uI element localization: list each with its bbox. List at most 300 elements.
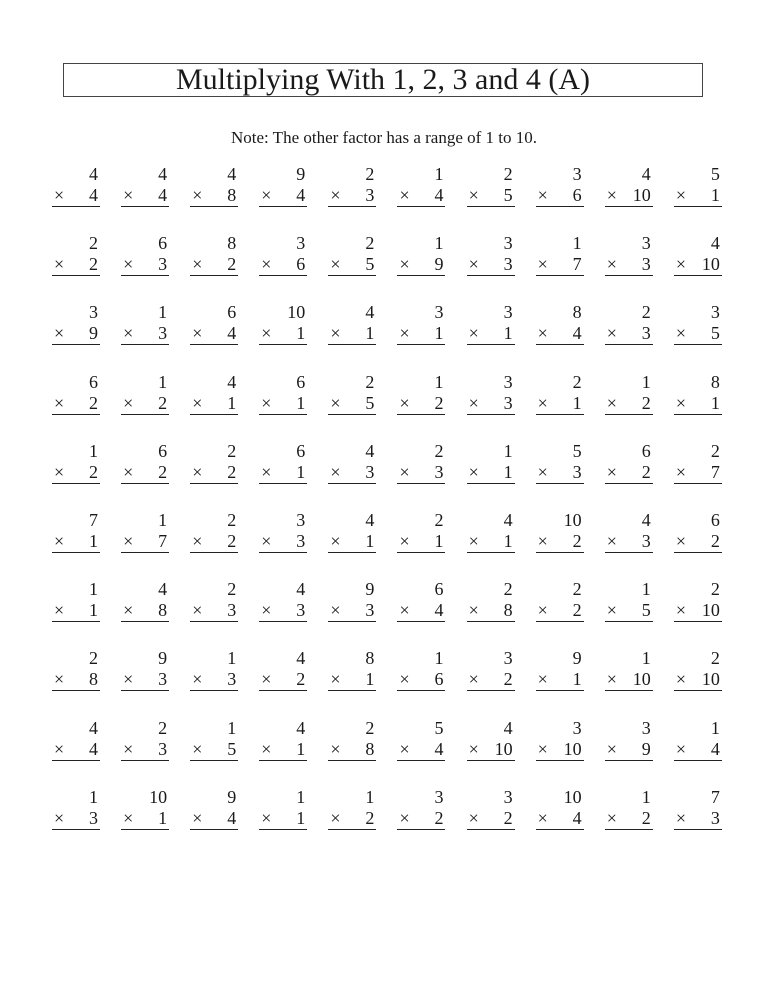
times-sign: × xyxy=(537,669,548,690)
multiplication-problem xyxy=(674,302,722,371)
top-factor: 6 xyxy=(158,440,168,461)
bottom-factor: 3 xyxy=(503,392,513,413)
top-factor: 9 xyxy=(296,164,306,184)
top-factor: 4 xyxy=(503,717,513,738)
bottom-factor-line xyxy=(397,254,445,276)
top-factor: 4 xyxy=(227,164,237,184)
top-factor: 4 xyxy=(158,579,168,600)
top-factor: 2 xyxy=(227,509,237,530)
bottom-factor: 3 xyxy=(503,254,513,275)
top-factor: 3 xyxy=(503,302,513,323)
bottom-factor-line xyxy=(674,185,722,207)
multiplication-problem xyxy=(328,441,376,510)
bottom-factor-line xyxy=(397,185,445,207)
bottom-factor-line xyxy=(259,739,307,761)
multiplication-problem xyxy=(190,233,238,302)
bottom-factor-line xyxy=(190,185,238,207)
multiplication-problem xyxy=(674,372,722,441)
multiplication-problem xyxy=(467,648,515,717)
multiplication-problem xyxy=(605,510,653,579)
bottom-factor: 10 xyxy=(701,600,720,621)
bottom-factor-line xyxy=(259,462,307,484)
multiplication-problem xyxy=(190,372,238,441)
times-sign: × xyxy=(261,185,272,205)
bottom-factor: 8 xyxy=(227,185,237,205)
bottom-factor: 3 xyxy=(296,600,306,621)
times-sign: × xyxy=(330,600,341,621)
times-sign: × xyxy=(123,738,134,759)
times-sign: × xyxy=(330,738,341,759)
top-factor: 1 xyxy=(434,371,444,392)
top-factor: 4 xyxy=(365,440,375,461)
times-sign: × xyxy=(192,807,203,828)
bottom-factor-line xyxy=(259,254,307,276)
bottom-factor-line xyxy=(467,254,515,276)
bottom-factor: 7 xyxy=(158,530,168,551)
multiplication-problem xyxy=(397,372,445,441)
multiplication-problem xyxy=(190,164,238,233)
top-factor: 2 xyxy=(89,233,98,254)
bottom-factor-line xyxy=(536,185,584,207)
worksheet-title: Multiplying With 1, 2, 3 and 4 (A) xyxy=(63,63,703,97)
top-factor: 6 xyxy=(641,440,651,461)
bottom-factor-line xyxy=(328,323,376,345)
top-factor: 5 xyxy=(434,717,444,738)
times-sign: × xyxy=(54,600,65,621)
times-sign: × xyxy=(330,323,341,344)
top-factor: 1 xyxy=(710,717,720,738)
bottom-factor-line xyxy=(121,185,169,207)
top-factor: 2 xyxy=(365,164,375,184)
bottom-factor: 1 xyxy=(296,461,306,482)
times-sign: × xyxy=(537,807,548,828)
top-factor: 9 xyxy=(365,579,375,600)
bottom-factor-line xyxy=(536,669,584,691)
times-sign: × xyxy=(192,254,203,275)
bottom-factor: 2 xyxy=(434,807,444,828)
bottom-factor-line xyxy=(605,669,653,691)
times-sign: × xyxy=(537,461,548,482)
bottom-factor: 3 xyxy=(89,807,98,828)
bottom-factor: 3 xyxy=(365,185,375,205)
top-factor: 3 xyxy=(641,233,651,254)
multiplication-problem xyxy=(605,787,653,856)
bottom-factor-line xyxy=(259,393,307,415)
bottom-factor-line xyxy=(467,462,515,484)
top-factor: 2 xyxy=(158,717,168,738)
top-factor: 2 xyxy=(227,579,237,600)
bottom-factor: 5 xyxy=(503,185,513,205)
times-sign: × xyxy=(399,254,410,275)
multiplication-problem xyxy=(328,787,376,856)
times-sign: × xyxy=(675,461,686,482)
top-factor: 1 xyxy=(572,233,582,254)
top-factor: 2 xyxy=(434,509,444,530)
bottom-factor: 2 xyxy=(227,461,237,482)
multiplication-problem xyxy=(259,302,307,371)
top-factor: 1 xyxy=(641,648,651,669)
bottom-factor-line xyxy=(328,600,376,622)
times-sign: × xyxy=(330,807,341,828)
top-factor: 6 xyxy=(89,371,98,392)
bottom-factor: 2 xyxy=(227,254,237,275)
times-sign: × xyxy=(468,669,479,690)
bottom-factor: 5 xyxy=(365,392,375,413)
bottom-factor: 8 xyxy=(89,669,98,690)
top-factor: 3 xyxy=(503,233,513,254)
bottom-factor: 1 xyxy=(503,530,513,551)
times-sign: × xyxy=(192,392,203,413)
multiplication-problem xyxy=(121,718,169,787)
bottom-factor: 3 xyxy=(641,254,651,275)
bottom-factor: 10 xyxy=(701,254,720,275)
multiplication-problem xyxy=(190,787,238,856)
bottom-factor-line xyxy=(328,185,376,207)
bottom-factor-line xyxy=(467,600,515,622)
times-sign: × xyxy=(330,669,341,690)
bottom-factor-line xyxy=(605,393,653,415)
bottom-factor: 2 xyxy=(503,807,513,828)
bottom-factor-line xyxy=(397,323,445,345)
top-factor: 2 xyxy=(572,579,582,600)
multiplication-problem xyxy=(397,510,445,579)
times-sign: × xyxy=(399,323,410,344)
top-factor: 2 xyxy=(710,440,720,461)
bottom-factor-line xyxy=(121,669,169,691)
bottom-factor: 1 xyxy=(296,807,306,828)
top-factor: 2 xyxy=(227,440,237,461)
bottom-factor: 6 xyxy=(572,185,582,205)
bottom-factor: 3 xyxy=(158,254,168,275)
multiplication-problem xyxy=(605,718,653,787)
bottom-factor: 3 xyxy=(572,461,582,482)
times-sign: × xyxy=(606,669,617,690)
bottom-factor-line xyxy=(328,462,376,484)
bottom-factor-line xyxy=(674,462,722,484)
top-factor: 4 xyxy=(365,509,375,530)
bottom-factor: 3 xyxy=(710,807,720,828)
multiplication-problem xyxy=(52,579,100,648)
bottom-factor-line xyxy=(52,393,100,415)
multiplication-problem xyxy=(536,372,584,441)
top-factor: 2 xyxy=(365,233,375,254)
times-sign: × xyxy=(123,807,134,828)
multiplication-problem xyxy=(605,233,653,302)
times-sign: × xyxy=(537,530,548,551)
bottom-factor: 1 xyxy=(227,392,237,413)
bottom-factor-line xyxy=(259,323,307,345)
top-factor: 4 xyxy=(296,717,306,738)
times-sign: × xyxy=(123,669,134,690)
multiplication-problem xyxy=(674,718,722,787)
top-factor: 8 xyxy=(710,371,720,392)
bottom-factor-line xyxy=(328,669,376,691)
multiplication-problem xyxy=(536,164,584,233)
top-factor: 1 xyxy=(434,648,444,669)
bottom-factor: 5 xyxy=(641,600,651,621)
bottom-factor-line xyxy=(52,254,100,276)
bottom-factor: 4 xyxy=(434,185,444,205)
bottom-factor-line xyxy=(190,462,238,484)
times-sign: × xyxy=(192,738,203,759)
multiplication-problem xyxy=(397,302,445,371)
bottom-factor: 1 xyxy=(296,392,306,413)
multiplication-problem xyxy=(674,787,722,856)
bottom-factor: 9 xyxy=(89,323,98,344)
times-sign: × xyxy=(606,323,617,344)
bottom-factor: 1 xyxy=(89,600,98,621)
bottom-factor: 4 xyxy=(89,185,98,205)
bottom-factor-line xyxy=(467,393,515,415)
bottom-factor: 2 xyxy=(158,392,168,413)
times-sign: × xyxy=(606,392,617,413)
times-sign: × xyxy=(468,461,479,482)
top-factor: 1 xyxy=(227,648,237,669)
range-note: Note: The other factor has a range of 1 to 10. xyxy=(230,128,538,147)
top-factor: 6 xyxy=(227,302,237,323)
top-factor: 2 xyxy=(434,440,444,461)
multiplication-problem xyxy=(467,302,515,371)
bottom-factor: 2 xyxy=(89,392,98,413)
multiplication-problem xyxy=(52,648,100,717)
bottom-factor-line xyxy=(605,739,653,761)
bottom-factor-line xyxy=(259,185,307,207)
bottom-factor-line xyxy=(190,739,238,761)
multiplication-problem xyxy=(121,579,169,648)
top-factor: 3 xyxy=(641,717,651,738)
top-factor: 1 xyxy=(434,233,444,254)
bottom-factor: 1 xyxy=(296,323,306,344)
bottom-factor-line xyxy=(328,393,376,415)
multiplication-problem xyxy=(121,441,169,510)
bottom-factor: 1 xyxy=(89,530,98,551)
times-sign: × xyxy=(261,392,272,413)
bottom-factor-line xyxy=(121,462,169,484)
multiplication-problem xyxy=(328,233,376,302)
multiplication-problem xyxy=(190,648,238,717)
bottom-factor-line xyxy=(605,600,653,622)
bottom-factor: 4 xyxy=(572,807,582,828)
times-sign: × xyxy=(54,807,65,828)
times-sign: × xyxy=(675,530,686,551)
multiplication-problem xyxy=(328,164,376,233)
times-sign: × xyxy=(261,254,272,275)
times-sign: × xyxy=(330,530,341,551)
bottom-factor-line xyxy=(605,254,653,276)
multiplication-problem xyxy=(52,441,100,510)
top-factor: 3 xyxy=(572,164,582,184)
top-factor: 5 xyxy=(710,164,720,184)
top-factor: 2 xyxy=(89,648,98,669)
times-sign: × xyxy=(675,807,686,828)
multiplication-problem xyxy=(536,787,584,856)
bottom-factor-line xyxy=(605,531,653,553)
bottom-factor-line xyxy=(674,254,722,276)
top-factor: 9 xyxy=(158,648,168,669)
multiplication-problem xyxy=(190,441,238,510)
bottom-factor: 8 xyxy=(158,600,168,621)
multiplication-problem xyxy=(397,233,445,302)
bottom-factor-line xyxy=(674,531,722,553)
times-sign: × xyxy=(123,254,134,275)
bottom-factor-line xyxy=(259,669,307,691)
top-factor: 6 xyxy=(434,579,444,600)
multiplication-problem xyxy=(190,718,238,787)
bottom-factor: 3 xyxy=(158,323,168,344)
times-sign: × xyxy=(675,323,686,344)
multiplication-problem xyxy=(190,579,238,648)
bottom-factor: 4 xyxy=(89,738,98,759)
bottom-factor-line xyxy=(190,808,238,830)
multiplication-problem xyxy=(536,233,584,302)
top-factor: 3 xyxy=(710,302,720,323)
top-factor: 5 xyxy=(572,440,582,461)
bottom-factor-line xyxy=(467,531,515,553)
bottom-factor: 4 xyxy=(227,807,237,828)
bottom-factor: 4 xyxy=(434,600,444,621)
bottom-factor-line xyxy=(605,808,653,830)
bottom-factor: 1 xyxy=(572,669,582,690)
bottom-factor: 1 xyxy=(158,807,168,828)
multiplication-problem xyxy=(121,787,169,856)
bottom-factor-line xyxy=(121,254,169,276)
times-sign: × xyxy=(123,185,134,205)
bottom-factor: 3 xyxy=(158,669,168,690)
top-factor: 4 xyxy=(89,717,98,738)
top-factor: 6 xyxy=(296,440,306,461)
top-factor: 3 xyxy=(89,302,98,323)
times-sign: × xyxy=(261,807,272,828)
times-sign: × xyxy=(54,254,65,275)
bottom-factor-line xyxy=(259,531,307,553)
top-factor: 2 xyxy=(710,579,720,600)
times-sign: × xyxy=(54,185,65,205)
multiplication-problem xyxy=(536,579,584,648)
multiplication-problem xyxy=(121,302,169,371)
top-factor: 6 xyxy=(296,371,306,392)
bottom-factor-line xyxy=(328,531,376,553)
top-factor: 1 xyxy=(503,440,513,461)
top-factor: 1 xyxy=(89,786,98,807)
top-factor: 8 xyxy=(227,233,237,254)
multiplication-problem xyxy=(328,302,376,371)
multiplication-problem xyxy=(674,579,722,648)
multiplication-problem xyxy=(605,372,653,441)
bottom-factor: 1 xyxy=(434,530,444,551)
top-factor: 6 xyxy=(158,233,168,254)
bottom-factor-line xyxy=(674,323,722,345)
multiplication-problem xyxy=(467,579,515,648)
bottom-factor-line xyxy=(397,393,445,415)
top-factor: 3 xyxy=(503,371,513,392)
multiplication-problem xyxy=(467,787,515,856)
top-factor: 2 xyxy=(641,302,651,323)
top-factor: 10 xyxy=(287,302,306,323)
bottom-factor-line xyxy=(121,600,169,622)
top-factor: 2 xyxy=(572,371,582,392)
bottom-factor-line xyxy=(536,462,584,484)
bottom-factor: 5 xyxy=(710,323,720,344)
top-factor: 4 xyxy=(365,302,375,323)
bottom-factor-line xyxy=(536,254,584,276)
multiplication-problem xyxy=(605,441,653,510)
top-factor: 9 xyxy=(572,648,582,669)
bottom-factor-line xyxy=(605,185,653,207)
multiplication-problem xyxy=(397,648,445,717)
bottom-factor: 4 xyxy=(710,738,720,759)
bottom-factor: 4 xyxy=(434,738,444,759)
times-sign: × xyxy=(537,185,548,205)
multiplication-problem xyxy=(190,302,238,371)
bottom-factor: 10 xyxy=(701,669,720,690)
times-sign: × xyxy=(261,738,272,759)
bottom-factor-line xyxy=(605,462,653,484)
times-sign: × xyxy=(54,669,65,690)
times-sign: × xyxy=(192,185,203,205)
times-sign: × xyxy=(54,323,65,344)
bottom-factor-line xyxy=(190,669,238,691)
bottom-factor-line xyxy=(259,600,307,622)
bottom-factor: 1 xyxy=(365,323,375,344)
top-factor: 9 xyxy=(227,786,237,807)
top-factor: 3 xyxy=(296,233,306,254)
top-factor: 10 xyxy=(563,509,582,530)
top-factor: 10 xyxy=(563,786,582,807)
bottom-factor-line xyxy=(536,531,584,553)
bottom-factor: 1 xyxy=(572,392,582,413)
bottom-factor: 1 xyxy=(365,669,375,690)
times-sign: × xyxy=(468,807,479,828)
times-sign: × xyxy=(606,600,617,621)
top-factor: 4 xyxy=(641,164,651,184)
times-sign: × xyxy=(468,254,479,275)
bottom-factor-line xyxy=(328,739,376,761)
multiplication-problem xyxy=(674,510,722,579)
bottom-factor: 2 xyxy=(227,530,237,551)
bottom-factor-line xyxy=(674,600,722,622)
bottom-factor: 10 xyxy=(563,738,582,759)
bottom-factor: 9 xyxy=(641,738,651,759)
bottom-factor-line xyxy=(52,323,100,345)
times-sign: × xyxy=(537,392,548,413)
bottom-factor-line xyxy=(190,600,238,622)
times-sign: × xyxy=(675,669,686,690)
top-factor: 4 xyxy=(710,233,720,254)
multiplication-problem xyxy=(121,233,169,302)
times-sign: × xyxy=(123,323,134,344)
top-factor: 1 xyxy=(641,579,651,600)
top-factor: 1 xyxy=(641,371,651,392)
times-sign: × xyxy=(330,392,341,413)
bottom-factor-line xyxy=(397,808,445,830)
bottom-factor-line xyxy=(52,808,100,830)
multiplication-problem xyxy=(397,164,445,233)
bottom-factor: 2 xyxy=(641,461,651,482)
times-sign: × xyxy=(606,807,617,828)
multiplication-problem xyxy=(536,441,584,510)
top-factor: 1 xyxy=(227,717,237,738)
bottom-factor-line xyxy=(536,393,584,415)
multiplication-problem xyxy=(259,648,307,717)
bottom-factor: 8 xyxy=(365,738,375,759)
top-factor: 1 xyxy=(158,302,168,323)
times-sign: × xyxy=(537,600,548,621)
times-sign: × xyxy=(192,323,203,344)
bottom-factor-line xyxy=(328,254,376,276)
multiplication-problem xyxy=(52,787,100,856)
multiplication-problem xyxy=(259,164,307,233)
multiplication-problem xyxy=(52,233,100,302)
